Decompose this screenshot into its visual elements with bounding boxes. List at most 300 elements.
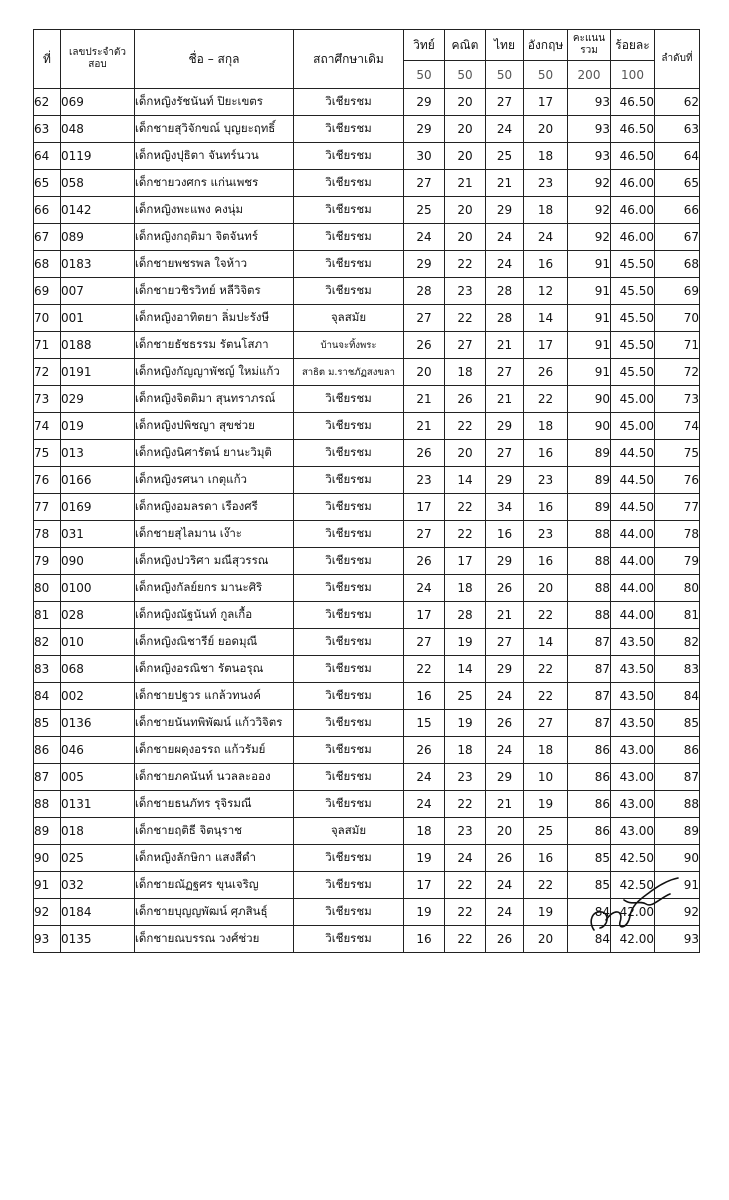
rank: 84 [655,683,700,710]
student-name: เด็กหญิงปุธิตา จันทร์นวน [135,143,294,170]
student-name: เด็กชายฤติธี จิตนุราช [135,818,294,845]
percent-score: 43.50 [611,710,655,737]
science-score: 29 [404,89,445,116]
total-score: 86 [568,737,611,764]
school-name: วิเชียรชม [294,440,404,467]
english-score: 22 [524,872,568,899]
english-score: 10 [524,764,568,791]
thai-score: 26 [486,926,524,953]
school-name: วิเชียรชม [294,629,404,656]
row-no: 92 [34,899,61,926]
header-school: สถาศึกษาเดิม [294,30,404,89]
row-no: 90 [34,845,61,872]
total-score: 93 [568,89,611,116]
student-name: เด็กหญิงณิชารีย์ ยอดมุณี [135,629,294,656]
rank: 64 [655,143,700,170]
thai-score: 20 [486,818,524,845]
exam-id: 007 [61,278,135,305]
exam-id: 048 [61,116,135,143]
table-row [34,494,700,521]
table-row [34,575,700,602]
header-math: คณิต [445,30,486,61]
science-score: 19 [404,845,445,872]
total-score: 92 [568,197,611,224]
percent-score: 46.00 [611,197,655,224]
percent-score: 43.00 [611,818,655,845]
school-name: วิเชียรชม [294,521,404,548]
english-score: 14 [524,629,568,656]
math-score: 22 [445,251,486,278]
math-score: 20 [445,440,486,467]
total-score: 88 [568,602,611,629]
percent-score: 43.50 [611,683,655,710]
science-score: 17 [404,872,445,899]
school-name: วิเชียรชม [294,710,404,737]
header-name: ชื่อ – สกุล [135,30,294,89]
math-score: 22 [445,521,486,548]
table-row [34,89,700,116]
exam-id: 002 [61,683,135,710]
thai-score: 26 [486,845,524,872]
school-name: สาธิต ม.ราชภัฏสงขลา [294,359,404,386]
header-science: วิทย์ [404,30,445,61]
exam-id: 090 [61,548,135,575]
exam-id: 019 [61,413,135,440]
student-name: เด็กหญิงพะแพง คงนุ่ม [135,197,294,224]
percent-score: 44.00 [611,575,655,602]
row-no: 84 [34,683,61,710]
rank: 87 [655,764,700,791]
row-no: 86 [34,737,61,764]
total-score: 93 [568,116,611,143]
rank: 93 [655,926,700,953]
header-thai: ไทย [486,30,524,61]
table-row [34,926,700,953]
math-score: 19 [445,710,486,737]
thai-score: 29 [486,467,524,494]
thai-score: 29 [486,413,524,440]
table-row [34,791,700,818]
student-name: เด็กชายนันทพิพัฒน์ แก้ววิจิตร [135,710,294,737]
exam-id: 029 [61,386,135,413]
max-percent: 100 [611,61,655,89]
english-score: 20 [524,116,568,143]
percent-score: 46.00 [611,170,655,197]
exam-id: 013 [61,440,135,467]
total-score: 91 [568,359,611,386]
science-score: 24 [404,224,445,251]
school-name: วิเชียรชม [294,872,404,899]
rank: 89 [655,818,700,845]
total-score: 87 [568,629,611,656]
school-name: วิเชียรชม [294,278,404,305]
percent-score: 45.00 [611,386,655,413]
school-name: วิเชียรชม [294,143,404,170]
row-no: 63 [34,116,61,143]
total-score: 88 [568,521,611,548]
row-no: 67 [34,224,61,251]
student-name: เด็กหญิงอมลรดา เรืองศรี [135,494,294,521]
english-score: 23 [524,467,568,494]
exam-id: 0166 [61,467,135,494]
science-score: 17 [404,602,445,629]
rank: 81 [655,602,700,629]
table-header [34,30,700,89]
school-name: วิเชียรชม [294,467,404,494]
rank: 68 [655,251,700,278]
header-english: อังกฤษ [524,30,568,61]
table-row [34,386,700,413]
school-name: วิเชียรชม [294,845,404,872]
thai-score: 24 [486,737,524,764]
student-name: เด็กชายพชรพล ใจห้าว [135,251,294,278]
row-no: 74 [34,413,61,440]
science-score: 27 [404,305,445,332]
math-score: 27 [445,332,486,359]
row-no: 64 [34,143,61,170]
math-score: 22 [445,413,486,440]
science-score: 25 [404,197,445,224]
math-score: 22 [445,305,486,332]
exam-id: 0135 [61,926,135,953]
table-body [34,89,700,953]
student-name: เด็กหญิงนิศารัตน์ ยานะวิมุติ [135,440,294,467]
percent-score: 45.50 [611,278,655,305]
rank: 83 [655,656,700,683]
table-row [34,737,700,764]
school-name: วิเชียรชม [294,494,404,521]
score-table [33,29,700,953]
table-row [34,197,700,224]
rank: 80 [655,575,700,602]
student-name: เด็กหญิงปวริศา มณีสุวรรณ [135,548,294,575]
science-score: 28 [404,278,445,305]
student-name: เด็กชายผดุงอรรถ แก้วรัมย์ [135,737,294,764]
percent-score: 46.00 [611,224,655,251]
english-score: 22 [524,386,568,413]
english-score: 16 [524,440,568,467]
max-science: 50 [404,61,445,89]
rank: 92 [655,899,700,926]
total-score: 84 [568,899,611,926]
percent-score: 44.00 [611,521,655,548]
science-score: 21 [404,413,445,440]
total-score: 85 [568,872,611,899]
science-score: 26 [404,548,445,575]
table-row [34,818,700,845]
table-row [34,683,700,710]
row-no: 79 [34,548,61,575]
science-score: 27 [404,629,445,656]
total-score: 89 [568,494,611,521]
table-row [34,224,700,251]
english-score: 14 [524,305,568,332]
math-score: 18 [445,737,486,764]
math-score: 23 [445,818,486,845]
school-name: จุลสมัย [294,818,404,845]
science-score: 16 [404,926,445,953]
table-row [34,170,700,197]
exam-id: 0169 [61,494,135,521]
table-row [34,440,700,467]
math-score: 18 [445,575,486,602]
thai-score: 24 [486,899,524,926]
row-no: 89 [34,818,61,845]
rank: 85 [655,710,700,737]
exam-id: 0119 [61,143,135,170]
percent-score: 43.00 [611,791,655,818]
rank: 90 [655,845,700,872]
science-score: 21 [404,386,445,413]
thai-score: 24 [486,224,524,251]
math-score: 17 [445,548,486,575]
exam-id: 028 [61,602,135,629]
table-row [34,143,700,170]
total-score: 89 [568,440,611,467]
science-score: 27 [404,521,445,548]
english-score: 18 [524,737,568,764]
rank: 63 [655,116,700,143]
max-thai: 50 [486,61,524,89]
rank: 65 [655,170,700,197]
exam-id: 0188 [61,332,135,359]
percent-score: 44.00 [611,548,655,575]
student-name: เด็กหญิงลักษิกา แสงสีดำ [135,845,294,872]
row-no: 75 [34,440,61,467]
rank: 74 [655,413,700,440]
exam-id: 025 [61,845,135,872]
school-name: วิเชียรชม [294,548,404,575]
student-name: เด็กหญิงกฤติมา จิตจันทร์ [135,224,294,251]
thai-score: 25 [486,143,524,170]
percent-score: 43.50 [611,656,655,683]
science-score: 30 [404,143,445,170]
row-no: 72 [34,359,61,386]
row-no: 91 [34,872,61,899]
exam-id: 001 [61,305,135,332]
science-score: 24 [404,764,445,791]
math-score: 24 [445,845,486,872]
table-row [34,305,700,332]
english-score: 22 [524,602,568,629]
thai-score: 34 [486,494,524,521]
math-score: 22 [445,872,486,899]
percent-score: 42.50 [611,845,655,872]
table-row [34,602,700,629]
math-score: 20 [445,89,486,116]
exam-id: 018 [61,818,135,845]
english-score: 20 [524,575,568,602]
science-score: 17 [404,494,445,521]
school-name: วิเชียรชม [294,224,404,251]
school-name: วิเชียรชม [294,413,404,440]
percent-score: 45.50 [611,332,655,359]
school-name: บ้านจะทิ้งพระ [294,332,404,359]
school-name: วิเชียรชม [294,89,404,116]
thai-score: 24 [486,683,524,710]
science-score: 26 [404,440,445,467]
math-score: 20 [445,116,486,143]
row-no: 87 [34,764,61,791]
student-name: เด็กหญิงณัฐนันท์ กูลเกื้อ [135,602,294,629]
rank: 82 [655,629,700,656]
science-score: 26 [404,737,445,764]
table-row [34,872,700,899]
total-score: 84 [568,926,611,953]
total-score: 88 [568,548,611,575]
school-name: วิเชียรชม [294,764,404,791]
english-score: 27 [524,710,568,737]
total-score: 90 [568,413,611,440]
table-row [34,899,700,926]
english-score: 17 [524,89,568,116]
english-score: 16 [524,251,568,278]
math-score: 20 [445,224,486,251]
math-score: 23 [445,764,486,791]
header-rank: ลำดับที่ [655,30,700,89]
rank: 76 [655,467,700,494]
row-no: 78 [34,521,61,548]
percent-score: 43.00 [611,764,655,791]
table-row [34,467,700,494]
row-no: 66 [34,197,61,224]
student-name: เด็กชายณบรรณ วงศ์ช่วย [135,926,294,953]
rank: 66 [655,197,700,224]
student-name: เด็กหญิงกัลย์ยกร มานะศิริ [135,575,294,602]
exam-id: 0191 [61,359,135,386]
english-score: 23 [524,170,568,197]
school-name: วิเชียรชม [294,386,404,413]
english-score: 16 [524,548,568,575]
english-score: 19 [524,899,568,926]
thai-score: 28 [486,278,524,305]
row-no: 69 [34,278,61,305]
exam-id: 010 [61,629,135,656]
total-score: 89 [568,467,611,494]
rank: 73 [655,386,700,413]
thai-score: 21 [486,386,524,413]
school-name: วิเชียรชม [294,251,404,278]
math-score: 14 [445,467,486,494]
total-score: 91 [568,278,611,305]
school-name: วิเชียรชม [294,683,404,710]
thai-score: 21 [486,332,524,359]
school-name: วิเชียรชม [294,116,404,143]
thai-score: 29 [486,656,524,683]
student-name: เด็กชายวงศกร แก่นเพชร [135,170,294,197]
rank: 88 [655,791,700,818]
math-score: 21 [445,170,486,197]
thai-score: 27 [486,359,524,386]
english-score: 12 [524,278,568,305]
math-score: 28 [445,602,486,629]
rank: 67 [655,224,700,251]
student-name: เด็กชายธนภัทร รุจิรมณี [135,791,294,818]
science-score: 20 [404,359,445,386]
english-score: 16 [524,494,568,521]
math-score: 22 [445,494,486,521]
exam-id: 089 [61,224,135,251]
row-no: 85 [34,710,61,737]
rank: 71 [655,332,700,359]
rank: 78 [655,521,700,548]
english-score: 26 [524,359,568,386]
total-score: 86 [568,818,611,845]
school-name: วิเชียรชม [294,737,404,764]
percent-score: 44.00 [611,602,655,629]
thai-score: 29 [486,548,524,575]
table-row [34,548,700,575]
student-name: เด็กชายบุญญพัฒน์ ศุภสินธุ์ [135,899,294,926]
school-name: วิเชียรชม [294,926,404,953]
science-score: 24 [404,791,445,818]
school-name: วิเชียรชม [294,899,404,926]
exam-id: 0142 [61,197,135,224]
total-score: 92 [568,224,611,251]
header-total: คะแนนรวม [568,30,611,61]
percent-score: 46.50 [611,116,655,143]
table-row [34,332,700,359]
math-score: 26 [445,386,486,413]
percent-score: 44.50 [611,467,655,494]
thai-score: 27 [486,89,524,116]
student-name: เด็กชายวชิรวิทย์ หลีวิจิตร [135,278,294,305]
row-no: 81 [34,602,61,629]
exam-id: 005 [61,764,135,791]
thai-score: 29 [486,764,524,791]
percent-score: 45.50 [611,359,655,386]
table-row [34,656,700,683]
exam-id: 058 [61,170,135,197]
row-no: 65 [34,170,61,197]
school-name: วิเชียรชม [294,197,404,224]
thai-score: 21 [486,602,524,629]
row-no: 80 [34,575,61,602]
thai-score: 28 [486,305,524,332]
thai-score: 21 [486,170,524,197]
row-no: 88 [34,791,61,818]
percent-score: 45.00 [611,413,655,440]
rank: 69 [655,278,700,305]
school-name: วิเชียรชม [294,170,404,197]
percent-score: 43.50 [611,629,655,656]
student-name: เด็กหญิงรศนา เกตุแก้ว [135,467,294,494]
thai-score: 24 [486,872,524,899]
rank: 75 [655,440,700,467]
english-score: 17 [524,332,568,359]
english-score: 22 [524,656,568,683]
row-no: 70 [34,305,61,332]
row-no: 62 [34,89,61,116]
row-no: 83 [34,656,61,683]
table-row [34,521,700,548]
percent-score: 42.00 [611,926,655,953]
thai-score: 16 [486,521,524,548]
science-score: 27 [404,170,445,197]
row-no: 68 [34,251,61,278]
exam-id: 032 [61,872,135,899]
student-name: เด็กหญิงปพิชญา สุขช่วย [135,413,294,440]
math-score: 22 [445,899,486,926]
total-score: 90 [568,386,611,413]
student-name: เด็กชายณัฏฐศร ขุนเจริญ [135,872,294,899]
english-score: 18 [524,413,568,440]
student-name: เด็กชายปฐวร แกล้วทนงค์ [135,683,294,710]
table-row [34,278,700,305]
math-score: 23 [445,278,486,305]
exam-id: 046 [61,737,135,764]
science-score: 15 [404,710,445,737]
